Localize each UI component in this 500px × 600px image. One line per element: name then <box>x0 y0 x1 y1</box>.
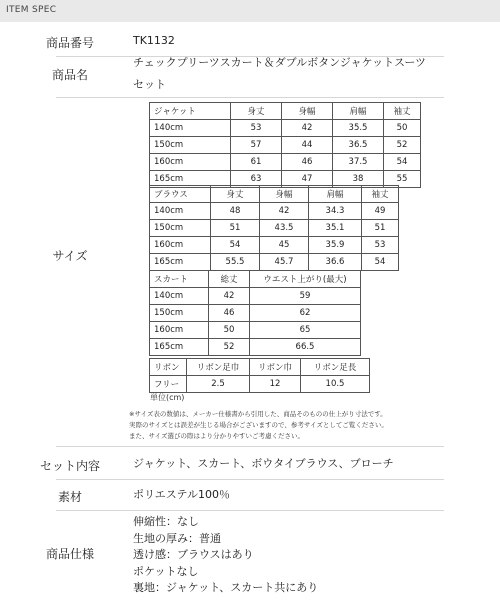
divider <box>56 97 444 98</box>
table-cell: 42 <box>260 203 309 220</box>
table-cell: 36.5 <box>333 137 384 154</box>
table-cell: 165cm <box>150 339 209 356</box>
table-cell: 54 <box>362 254 399 271</box>
divider <box>56 446 444 447</box>
table-cell: 150cm <box>150 220 211 237</box>
table-header-row <box>150 103 421 120</box>
item-spec-title: ITEM SPEC <box>6 5 57 15</box>
material-label: 素材 <box>57 490 82 504</box>
product-name-label: 商品名 <box>51 68 88 82</box>
spec-item: 伸縮性：なし <box>133 515 199 528</box>
table-header-row <box>150 186 399 203</box>
item-spec-header <box>0 0 500 22</box>
table-cell: 59 <box>250 288 361 305</box>
divider <box>56 510 444 511</box>
product-name-line-1: チェックプリーツスカート＆ダブルボタンジャケットスーツ <box>133 56 426 69</box>
spec-item: 生地の厚み：普通 <box>133 531 221 545</box>
table-cell: 65 <box>250 322 361 339</box>
table-cell: 42 <box>209 288 250 305</box>
table-cell: 66.5 <box>250 339 361 356</box>
table-row <box>150 203 399 220</box>
table-cell: 52 <box>209 339 250 356</box>
material-value: ポリエステル100％ <box>133 488 231 501</box>
table-cell: 2.5 <box>187 376 250 393</box>
table-header-cell: 袖丈 <box>362 186 399 203</box>
table-row <box>150 137 421 154</box>
table-cell: 34.3 <box>309 203 362 220</box>
table-cell: 45 <box>260 237 309 254</box>
table-cell: 150cm <box>150 305 209 322</box>
product-number-value: TK1132 <box>133 34 175 47</box>
table-header-cell: 身幅 <box>260 186 309 203</box>
table-header-cell: リボン <box>150 359 187 376</box>
table-cell: 51 <box>211 220 260 237</box>
table-header-cell: リボン足巾 <box>187 359 250 376</box>
table-cell: 54 <box>211 237 260 254</box>
table-header-cell: 身幅 <box>282 103 333 120</box>
table-cell: 46 <box>282 154 333 171</box>
table-row <box>150 254 399 271</box>
table-cell: 150cm <box>150 137 231 154</box>
table-cell: 46 <box>209 305 250 322</box>
table-header-cell: ブラウス <box>150 186 211 203</box>
table-cell: 140cm <box>150 203 211 220</box>
table-cell: 43.5 <box>260 220 309 237</box>
table-cell: 140cm <box>150 288 209 305</box>
table-row <box>150 288 361 305</box>
table-row <box>150 237 399 254</box>
unit-label: 単位(cm) <box>150 393 185 402</box>
table-header-row <box>150 271 361 288</box>
table-row <box>150 322 361 339</box>
set-contents-label: セット内容 <box>39 459 100 473</box>
table-cell: 48 <box>211 203 260 220</box>
table-cell: 160cm <box>150 322 209 339</box>
table-cell: 37.5 <box>333 154 384 171</box>
table-row <box>150 376 370 393</box>
spec-item: 裏地：ジャケット、スカート共にあり <box>133 581 319 594</box>
table-header-row <box>150 359 370 376</box>
table-cell: 44 <box>282 137 333 154</box>
table-cell: 38 <box>333 171 384 188</box>
table-header-cell: 肩幅 <box>333 103 384 120</box>
table-cell: 12 <box>250 376 301 393</box>
table-cell: 53 <box>231 120 282 137</box>
table-cell: 165cm <box>150 171 231 188</box>
table-cell: 57 <box>231 137 282 154</box>
divider <box>56 479 444 480</box>
table-cell: 49 <box>362 203 399 220</box>
spec-item: 透け感：ブラウスはあり <box>133 548 254 561</box>
table-header-cell: 袖丈 <box>384 103 421 120</box>
table-header-cell: リボン足長 <box>301 359 370 376</box>
set-contents-value: ジャケット、スカート、ボウタイブラウス、ブローチ <box>133 457 394 470</box>
table-cell: 63 <box>231 171 282 188</box>
table-header-cell: ジャケット <box>150 103 231 120</box>
table-cell: フリー <box>150 376 187 393</box>
table-row <box>150 305 361 322</box>
table-header-cell: 肩幅 <box>309 186 362 203</box>
table-cell: 50 <box>384 120 421 137</box>
table-row <box>150 154 421 171</box>
product-number-label: 商品番号 <box>45 36 94 50</box>
table-header-cell: 身丈 <box>211 186 260 203</box>
table-cell: 55.5 <box>211 254 260 271</box>
table-cell: 140cm <box>150 120 231 137</box>
table-row <box>150 339 361 356</box>
size-note-3: また、サイズ選びの際はより分かりやすいご考慮ください。 <box>129 432 304 440</box>
table-cell: 51 <box>362 220 399 237</box>
table-cell: 62 <box>250 305 361 322</box>
table-cell: 52 <box>384 137 421 154</box>
ribbon-size-table <box>149 358 370 393</box>
table-header-cell: ウエスト上がり(最大) <box>250 271 361 288</box>
table-header-cell: 総丈 <box>209 271 250 288</box>
table-cell: 54 <box>384 154 421 171</box>
blouse-size-table <box>149 185 399 271</box>
table-cell: 10.5 <box>301 376 370 393</box>
skirt-size-table <box>149 270 361 356</box>
size-note-2: 実際のサイズとは誤差が生じる場合がございますので、参考サイズとしてご覧ください。 <box>129 421 388 429</box>
table-header-cell: 身丈 <box>231 103 282 120</box>
table-cell: 35.1 <box>309 220 362 237</box>
table-cell: 42 <box>282 120 333 137</box>
table-cell: 55 <box>384 171 421 188</box>
table-cell: 61 <box>231 154 282 171</box>
table-cell: 160cm <box>150 154 231 171</box>
size-label: サイズ <box>52 249 88 263</box>
table-cell: 160cm <box>150 237 211 254</box>
table-cell: 53 <box>362 237 399 254</box>
jacket-size-table <box>149 102 421 188</box>
table-cell: 35.9 <box>309 237 362 254</box>
table-header-cell: リボン巾 <box>250 359 301 376</box>
table-header-cell: スカート <box>150 271 209 288</box>
table-row <box>150 120 421 137</box>
spec-item: ポケットなし <box>133 564 199 578</box>
specs-label: 商品仕様 <box>45 547 94 561</box>
table-cell: 35.5 <box>333 120 384 137</box>
table-cell: 50 <box>209 322 250 339</box>
table-cell: 165cm <box>150 254 211 271</box>
table-cell: 45.7 <box>260 254 309 271</box>
table-cell: 47 <box>282 171 333 188</box>
size-note-1: ※サイズ表の数値は、メーカー仕様書から引用した、商品そのものの仕上がり寸法です。 <box>129 410 387 418</box>
product-name-line-2: セット <box>133 78 166 91</box>
table-row <box>150 220 399 237</box>
table-cell: 36.6 <box>309 254 362 271</box>
